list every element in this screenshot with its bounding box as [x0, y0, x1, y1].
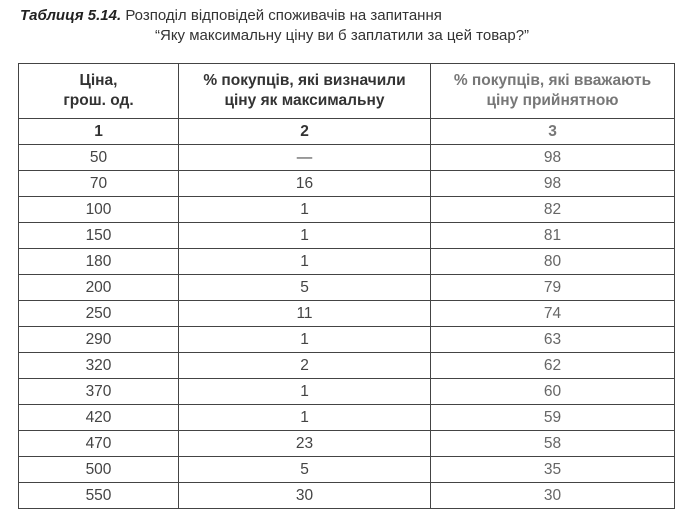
cell-max-price-share: 1 — [179, 405, 431, 431]
cell-price: 150 — [19, 223, 179, 249]
cell-price: 250 — [19, 301, 179, 327]
cell-acceptable-share: 60 — [431, 379, 675, 405]
header-acceptable-share — [431, 64, 675, 119]
cell-acceptable-share: 79 — [431, 275, 675, 301]
caption-title-line-2: “Яку максимальну ціну ви б заплатили за цей товар?” — [155, 27, 530, 44]
table-row — [19, 379, 675, 405]
cell-acceptable-share: 74 — [431, 301, 675, 327]
cell-max-price-share: 1 — [179, 197, 431, 223]
cell-acceptable-share: 30 — [431, 483, 675, 509]
caption-label: Таблиця 5.14. — [20, 7, 122, 24]
cell-acceptable-share: 82 — [431, 197, 675, 223]
cell-price: 50 — [19, 145, 179, 171]
cell-max-price-share: 11 — [179, 301, 431, 327]
cell-max-price-share: 1 — [179, 249, 431, 275]
table-row — [19, 353, 675, 379]
header-price-line-2: грош. од. — [63, 92, 134, 109]
column-number-row — [19, 119, 675, 145]
cell-max-price-share: 1 — [179, 327, 431, 353]
cell-price: 290 — [19, 327, 179, 353]
survey-table — [18, 63, 675, 509]
header-max-price-line-2: ціну як максимальну — [224, 92, 385, 109]
cell-acceptable-share: 98 — [431, 171, 675, 197]
cell-price: 320 — [19, 353, 179, 379]
table-row — [19, 483, 675, 509]
cell-acceptable-share: 35 — [431, 457, 675, 483]
table-caption — [20, 6, 670, 46]
table-row — [19, 301, 675, 327]
cell-max-price-share: 23 — [179, 431, 431, 457]
table-row — [19, 405, 675, 431]
column-number-2: 2 — [179, 119, 431, 145]
cell-max-price-share: 16 — [179, 171, 431, 197]
cell-price: 370 — [19, 379, 179, 405]
table-row — [19, 249, 675, 275]
cell-max-price-share: 5 — [179, 457, 431, 483]
cell-acceptable-share: 98 — [431, 145, 675, 171]
cell-max-price-share: 5 — [179, 275, 431, 301]
cell-acceptable-share: 58 — [431, 431, 675, 457]
column-number-1: 1 — [19, 119, 179, 145]
cell-price: 100 — [19, 197, 179, 223]
header-max-price-line-1: % покупців, які визначили — [203, 72, 406, 89]
cell-price: 180 — [19, 249, 179, 275]
table-row — [19, 171, 675, 197]
table-row — [19, 457, 675, 483]
header-max-price-share — [179, 64, 431, 119]
table-row — [19, 145, 675, 171]
header-acceptable-line-2: ціну прийнятною — [486, 92, 619, 109]
cell-max-price-share: 1 — [179, 223, 431, 249]
caption-title-line-1: Розподіл відповідей споживачів на запитання — [125, 7, 442, 24]
header-price-line-1: Ціна, — [79, 72, 118, 89]
table-row — [19, 275, 675, 301]
table-row — [19, 223, 675, 249]
cell-price: 500 — [19, 457, 179, 483]
cell-price: 70 — [19, 171, 179, 197]
cell-acceptable-share: 80 — [431, 249, 675, 275]
column-number-3: 3 — [431, 119, 675, 145]
cell-acceptable-share: 62 — [431, 353, 675, 379]
header-acceptable-line-1: % покупців, які вважають — [453, 72, 652, 89]
cell-price: 420 — [19, 405, 179, 431]
cell-acceptable-share: 81 — [431, 223, 675, 249]
cell-price: 200 — [19, 275, 179, 301]
table-row — [19, 431, 675, 457]
cell-max-price-share: 1 — [179, 379, 431, 405]
header-row — [19, 64, 675, 119]
cell-price: 550 — [19, 483, 179, 509]
cell-price: 470 — [19, 431, 179, 457]
table-row — [19, 197, 675, 223]
cell-max-price-share: 2 — [179, 353, 431, 379]
table-row — [19, 327, 675, 353]
cell-acceptable-share: 63 — [431, 327, 675, 353]
cell-max-price-share: — — [179, 145, 431, 171]
header-price — [19, 64, 179, 119]
cell-acceptable-share: 59 — [431, 405, 675, 431]
cell-max-price-share: 30 — [179, 483, 431, 509]
